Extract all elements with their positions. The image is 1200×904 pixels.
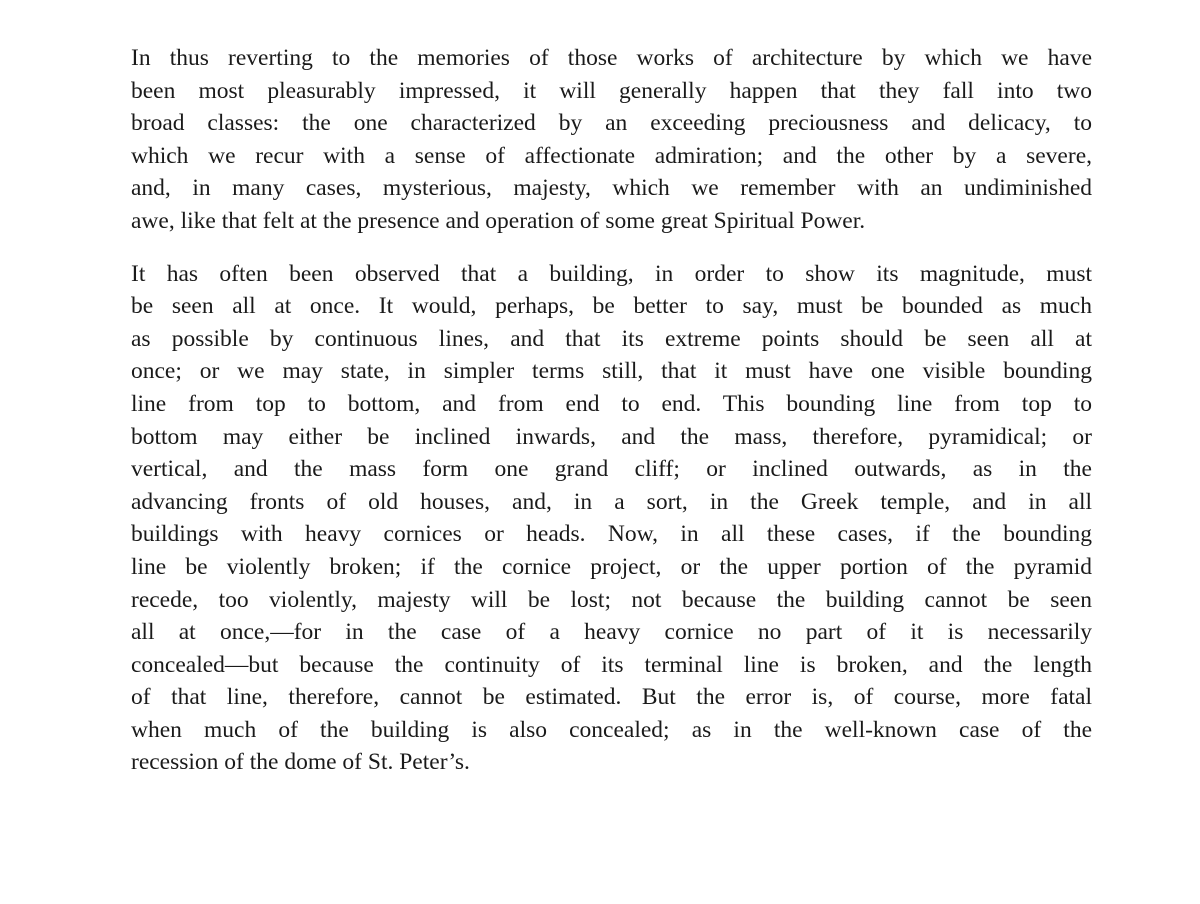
text-line: bottom may either be inclined inwards, and the mass, therefore, pyramidical; or (131, 423, 1092, 450)
text-line: broad classes: the one characterized by an exceeding preciousness and delicacy, to (131, 110, 1092, 137)
text-line: advancing fronts of old houses, and, in a sort, in the Greek temple, and in all (131, 488, 1092, 515)
text-line: recede, too violently, majesty will be lost; not because the building cannot be seen (131, 586, 1092, 613)
text-line: It has often been observed that a building, in order to show its magnitude, must (131, 260, 1092, 287)
text-line: of that line, therefore, cannot be estimated. But the error is, of course, more fatal (131, 684, 1092, 711)
text-line: In thus reverting to the memories of those works of architecture by which we have (131, 45, 1092, 71)
text-line: recession of the dome of St. Peter’s. (131, 749, 470, 776)
text-line: be seen all at once. It would, perhaps, be better to say, must be bounded as much (131, 293, 1092, 320)
text-line: which we recur with a sense of affectionate admiration; and the other by a severe, (131, 142, 1092, 169)
document-page (131, 42, 1092, 799)
text-line: when much of the building is also concealed; as in the well-known case of the (131, 716, 1092, 743)
text-line: line be violently broken; if the cornice project, or the upper portion of the pyramid (131, 553, 1092, 580)
text-line: and, in many cases, mysterious, majesty, which we remember with an undiminished (131, 175, 1092, 202)
text-line: as possible by continuous lines, and that its extreme points should be seen all at (131, 325, 1092, 352)
paragraph-1 (131, 42, 1092, 238)
text-line: buildings with heavy cornices or heads. Now, in all these cases, if the bounding (131, 521, 1092, 548)
paragraph-2 (131, 258, 1092, 780)
text-line: line from top to bottom, and from end to end. This bounding line from top to (131, 390, 1092, 417)
text-line: once; or we may state, in simpler terms still, that it must have one visible bounding (131, 358, 1092, 385)
text-line: concealed—but because the continuity of its terminal line is broken, and the length (131, 651, 1092, 678)
text-line: vertical, and the mass form one grand cliff; or inclined outwards, as in the (131, 456, 1092, 483)
text-line: been most pleasurably impressed, it will generally happen that they fall into two (131, 77, 1092, 104)
text-line: awe, like that felt at the presence and operation of some great Spiritual Power. (131, 207, 866, 234)
text-line: all at once,—for in the case of a heavy cornice no part of it is necessarily (131, 619, 1092, 646)
